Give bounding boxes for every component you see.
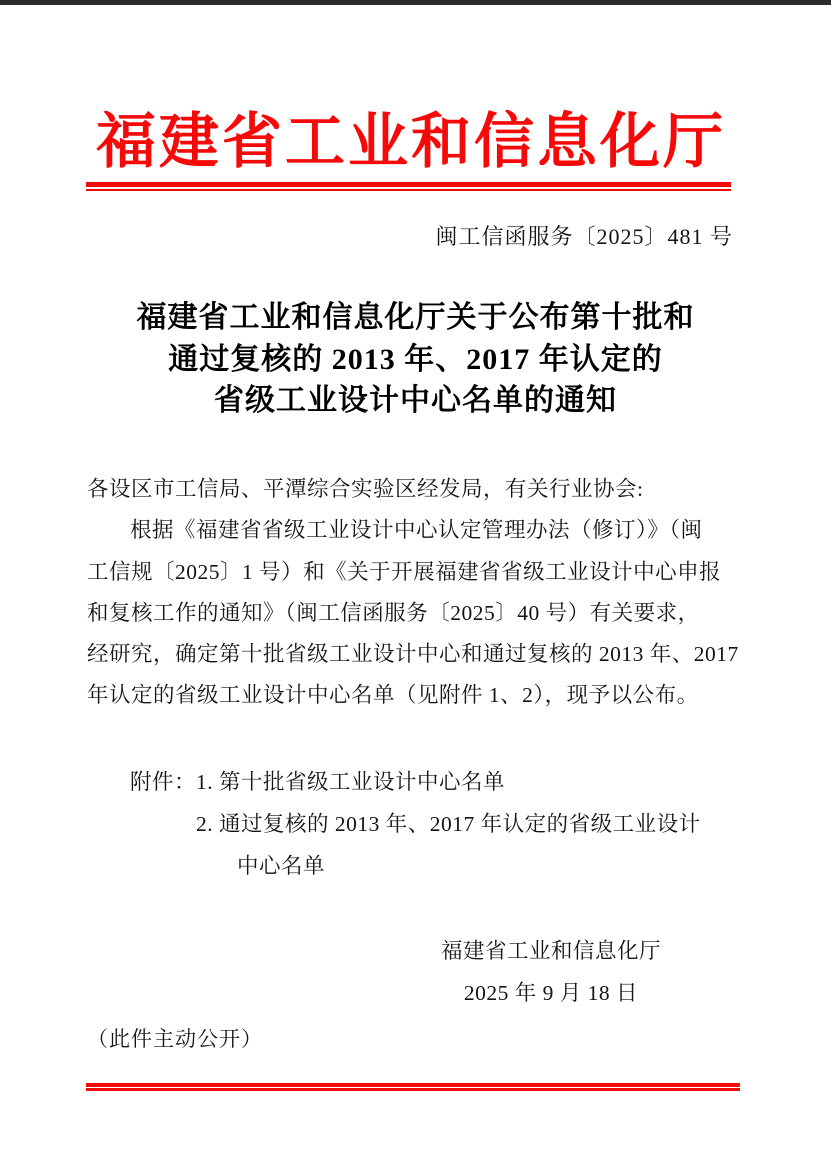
body-line-3: 工信规〔2025〕1 号）和《关于开展福建省省级工业设计中心申报 (87, 559, 722, 584)
footer-double-rule (86, 1083, 740, 1091)
rule-thick-line (86, 182, 731, 187)
rule-thin-line (86, 1088, 740, 1091)
document-title-line-2: 通过复核的 2013 年、2017 年认定的 (168, 342, 663, 376)
letterhead-double-rule (86, 182, 731, 191)
document-title (0, 297, 831, 422)
signature-block (400, 930, 702, 1014)
signature-organization: 福建省工业和信息化厅 (440, 939, 661, 963)
body-line-4: 和复核工作的通知》（闽工信函服务〔2025〕40 号）有关要求， (87, 600, 700, 625)
attachment-item-1: 附件：1. 第十批省级工业设计中心名单 (130, 770, 506, 794)
attachment-item-2: 2. 通过复核的 2013 年、2017 年认定的省级工业设计 (196, 812, 701, 836)
document-reference-number: 闽工信函服务〔2025〕481 号 (435, 224, 733, 249)
document-title-line-3: 省级工业设计中心名单的通知 (214, 384, 617, 417)
rule-thick-line (86, 1083, 740, 1087)
body-line-6: 年认定的省级工业设计中心名单（见附件 1、2），现予以公布。 (87, 683, 699, 708)
document-body (87, 469, 747, 717)
body-line-2: 根据《福建省省级工业设计中心认定管理办法（修订）》（闽 (130, 518, 703, 543)
disclosure-note: （此件主动公开） (87, 1027, 263, 1051)
salutation-line: 各设区市工信局、平潭综合实验区经发局，有关行业协会: (87, 477, 644, 501)
scan-artifact-top-bar (0, 0, 831, 5)
document-title-line-1: 福建省工业和信息化厅关于公布第十批和 (136, 301, 695, 334)
signature-date: 2025 年 9 月 18 日 (463, 981, 639, 1005)
attachment-item-2-continued: 中心名单 (237, 854, 326, 878)
body-line-5: 经研究，确定第十批省级工业设计中心和通过复核的 2013 年、2017 (87, 642, 739, 667)
rule-thin-line (86, 189, 731, 191)
letterhead-agency-title: 福建省工业和信息化厅 (96, 109, 726, 175)
